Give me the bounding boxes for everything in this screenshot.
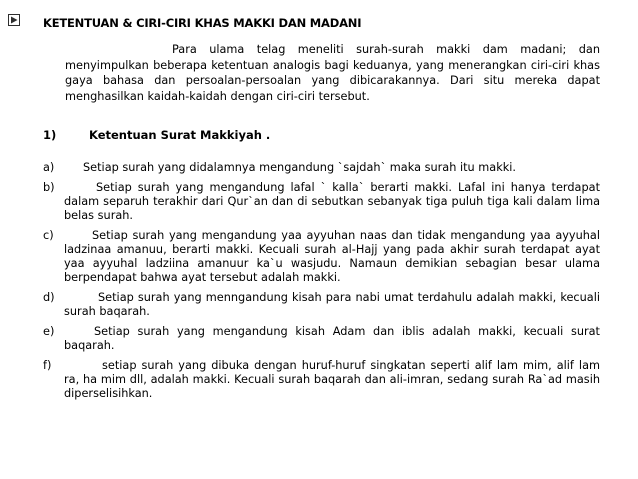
intro-text: Para ulama telag meneliti surah-surah makki dam madani; dan menyimpulkan beberapa ketentuan analogis bagi keduanya, yang menerangkan ciri-ciri khas gaya bahasa dan persoalan-persoalan yang dibicarakannya. Dari situ mereka dapat menghasilkan kaidah-kaidah dengan ciri-ciri tersebut. bbox=[65, 43, 600, 103]
item-label: f) bbox=[43, 359, 52, 372]
section-title: Ketentuan Surat Makkiyah . bbox=[89, 128, 271, 142]
page-title: KETENTUAN & CIRI-CIRI KHAS MAKKI DAN MADANI bbox=[43, 16, 362, 30]
item-text: Setiap surah yang didalamnya mengandung `sajdah` maka surah itu makki. bbox=[83, 161, 517, 174]
list-item bbox=[0, 229, 638, 285]
list-item bbox=[0, 291, 638, 319]
item-label: c) bbox=[43, 229, 54, 242]
arrow-bullet-icon bbox=[8, 14, 20, 26]
intro-paragraph bbox=[65, 42, 600, 104]
rules-list bbox=[0, 161, 638, 401]
section-number: 1) bbox=[43, 128, 57, 142]
item-label: b) bbox=[43, 181, 55, 194]
item-text: Setiap surah yang mengandung yaa ayyuhan naas dan tidak mengandung yaa ayyuhal ladzinaa amanuu, berarti makki. Kecuali surah al-Hajj yang pada akhir surah terdapat ayat yaa ayyuhal ladziina amanuur ka`u wasjudu. Namaun demikian sebagian besar ulama berpendapat bahwa ayat tersebut adalah makki. bbox=[64, 229, 600, 284]
item-text: Setiap surah yang mengandung lafal ` kalla` berarti makki. Lafal ini hanya terdapat dalam separuh terakhir dari Qur`an dan di sebutkan sebanyak tiga puluh tiga kali dalam lima belas surah. bbox=[64, 181, 600, 222]
item-label: d) bbox=[43, 291, 55, 304]
item-text: setiap surah yang dibuka dengan huruf-huruf singkatan seperti alif lam mim, alif lam ra, ha mim dll, adalah makki. Kecuali surah baqarah dan ali-imran, sedang surah Ra`ad masih diperselisihkan. bbox=[64, 359, 600, 400]
item-text: Setiap surah yang menngandung kisah para nabi umat terdahulu adalah makki, kecuali surah baqarah. bbox=[64, 291, 600, 318]
list-item bbox=[0, 325, 638, 353]
list-item bbox=[0, 359, 638, 401]
list-item bbox=[0, 181, 638, 223]
item-label: a) bbox=[43, 161, 55, 174]
item-text: Setiap surah yang mengandung kisah Adam dan iblis adalah makki, kecuali surat baqarah. bbox=[64, 325, 600, 352]
list-item bbox=[0, 161, 638, 175]
item-label: e) bbox=[43, 325, 55, 338]
